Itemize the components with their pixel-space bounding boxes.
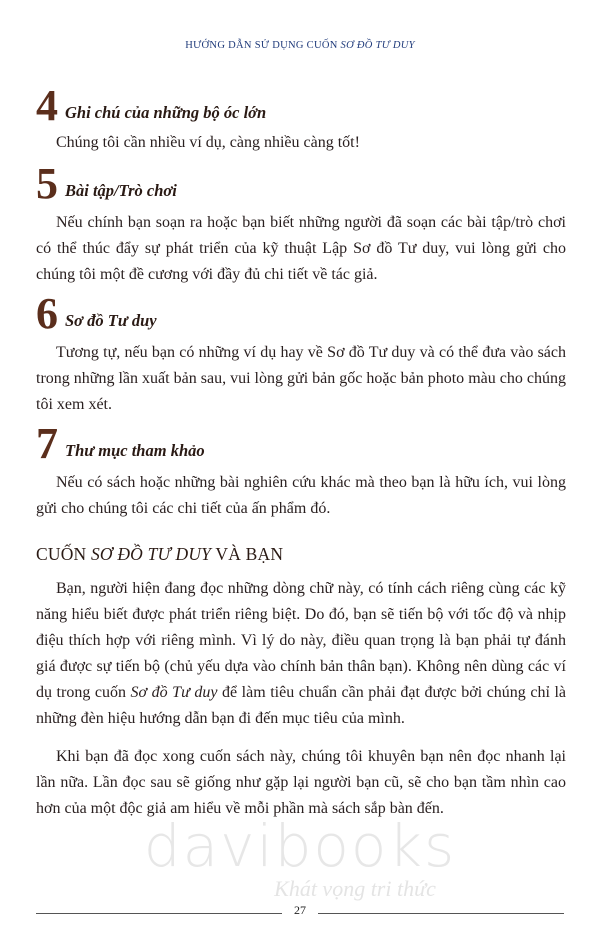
running-header-prefix: HƯỚNG DẪN SỬ DỤNG CUỐN bbox=[185, 40, 341, 51]
section-7 bbox=[36, 419, 566, 522]
section-title: Bài tập/Trò chơi bbox=[65, 181, 177, 200]
section-text: Nếu có sách hoặc những bài nghiên cứu khác mà theo bạn là hữu ích, vui lòng gửi cho chúng tôi các chi tiết của ấn phẩm đó. bbox=[36, 474, 566, 517]
body-paragraph-1-italic: Sơ đồ Tư duy bbox=[130, 684, 218, 701]
running-header-italic: SƠ ĐỒ TƯ DUY bbox=[340, 40, 415, 51]
body-paragraph-1-b: để làm tiêu chuẩn cần phải đạt được bởi chúng chỉ là những đèn hiệu hướng dẫn bạn đi đến mục tiêu của mình. bbox=[36, 684, 567, 727]
chapter-heading bbox=[36, 544, 283, 565]
section-5 bbox=[36, 159, 566, 288]
section-text: Chúng tôi cần nhiều ví dụ, càng nhiều càng tốt! bbox=[56, 134, 360, 151]
section-title: Thư mục tham khảo bbox=[65, 441, 205, 460]
section-text: Tương tự, nếu bạn có những ví dụ hay về Sơ đồ Tư duy và có thể đưa vào sách trong những lần xuất bản sau, vui lòng gửi bản gốc hoặc bản photo màu cho chúng tôi xem xét. bbox=[36, 344, 566, 413]
section-text: Nếu chính bạn soạn ra hoặc bạn biết những người đã soạn các bài tập/trò chơi có thể thúc đẩy sự phát triển của kỹ thuật Lập Sơ đồ Tư duy, vui lòng gửi cho chúng tôi một đề cương với đầy đủ chi tiết về tác giả. bbox=[36, 214, 566, 283]
chapter-heading-prefix: CUỐN bbox=[36, 544, 91, 564]
section-number: 6 bbox=[36, 289, 58, 338]
body-paragraph-2: Khi bạn đã đọc xong cuốn sách này, chúng tôi khuyên bạn nên đọc nhanh lại lần nữa. Lần đọc sau sẽ giống như gặp lại người bạn cũ, sẽ cho bạn tầm nhìn cao hơn của một độc giả am hiểu về mỗi phần mà sách sắp bàn đến. bbox=[36, 748, 566, 817]
body-text bbox=[36, 576, 566, 822]
body-paragraph-1-a: Bạn, người hiện đang đọc những dòng chữ này, có tính cách riêng cùng các kỹ năng hiểu biết được phát triển riêng biệt. Do đó, bạn sẽ tiến bộ với tốc độ và nhịp điệu thích hợp với riêng mình. Vì lý do này, điều quan trọng là bạn phải tự đánh giá được sự tiến bộ (chủ yếu dựa vào chính bản thân bạn). Không nên dùng các ví dụ trong cuốn bbox=[36, 580, 566, 701]
watermark-logo: davibooks bbox=[143, 812, 457, 880]
section-number: 5 bbox=[36, 159, 58, 208]
section-title: Ghi chú của những bộ óc lớn bbox=[65, 103, 267, 122]
running-header bbox=[0, 40, 600, 51]
watermark-slogan: Khát vọng tri thức bbox=[274, 876, 436, 901]
section-6 bbox=[36, 289, 566, 418]
chapter-heading-italic: SƠ ĐỒ TƯ DUY bbox=[90, 544, 212, 564]
section-number: 4 bbox=[36, 81, 58, 130]
body-paragraph-1 bbox=[36, 576, 566, 732]
section-title: Sơ đồ Tư duy bbox=[65, 311, 157, 330]
chapter-heading-suffix: VÀ BẠN bbox=[211, 544, 284, 564]
page-number: 27 bbox=[294, 903, 306, 917]
section-4 bbox=[36, 81, 566, 156]
section-number: 7 bbox=[36, 419, 58, 468]
